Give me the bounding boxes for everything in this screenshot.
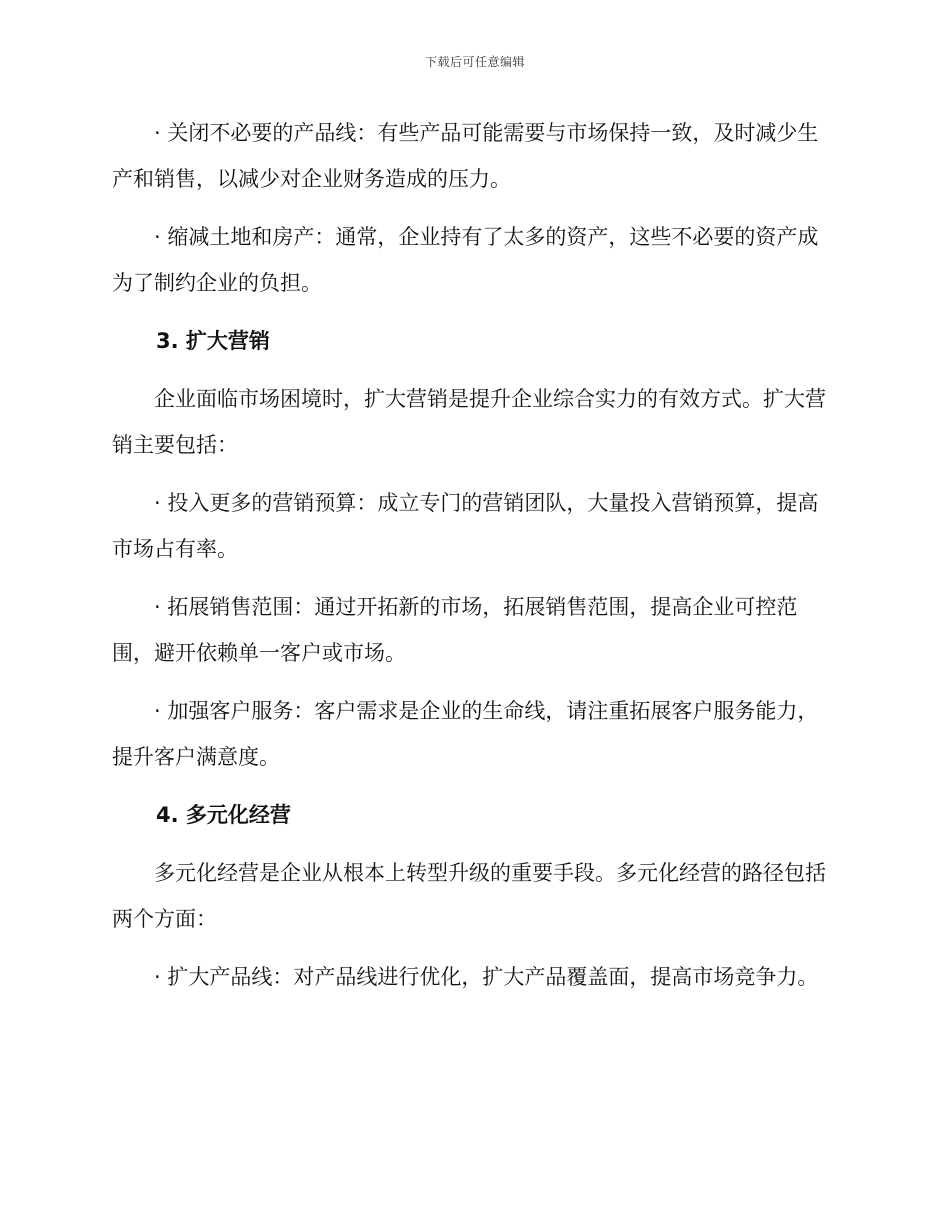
bullet-expand-product-line: · 扩大产品线：对产品线进行优化，扩大产品覆盖面，提高市场竞争力。	[154, 965, 819, 989]
paragraph-diversification-intro: 多元化经营是企业从根本上转型升级的重要手段。多元化经营的路径包括两个方面：	[112, 861, 826, 931]
bullet-close-product-lines: · 关闭不必要的产品线：有些产品可能需要与市场保持一致，及时减少生产和销售，以减少对企业财务造成的压力。	[112, 121, 819, 191]
paragraph-marketing-intro: 企业面临市场困境时，扩大营销是提升企业综合实力的有效方式。扩大营销主要包括：	[112, 387, 826, 457]
bullet-marketing-budget: · 投入更多的营销预算：成立专门的营销团队，大量投入营销预算，提高市场占有率。	[112, 491, 819, 561]
header-note: 下载后可任意编辑	[424, 55, 525, 69]
bullet-customer-service: · 加强客户服务：客户需求是企业的生命线，请注重拓展客户服务能力，提升客户满意度。	[112, 699, 819, 769]
bullet-expand-sales-range: · 拓展销售范围：通过开拓新的市场，拓展销售范围，提高企业可控范围，避开依赖单一客户或市场。	[112, 595, 798, 665]
bullet-reduce-land-property: · 缩减土地和房产：通常，企业持有了太多的资产，这些不必要的资产成为了制约企业的负担。	[112, 225, 819, 295]
document-body	[112, 110, 832, 1012]
section-heading-diversification: 4. 多元化经营	[156, 803, 291, 827]
section-heading-expand-marketing: 3. 扩大营销	[156, 329, 270, 353]
